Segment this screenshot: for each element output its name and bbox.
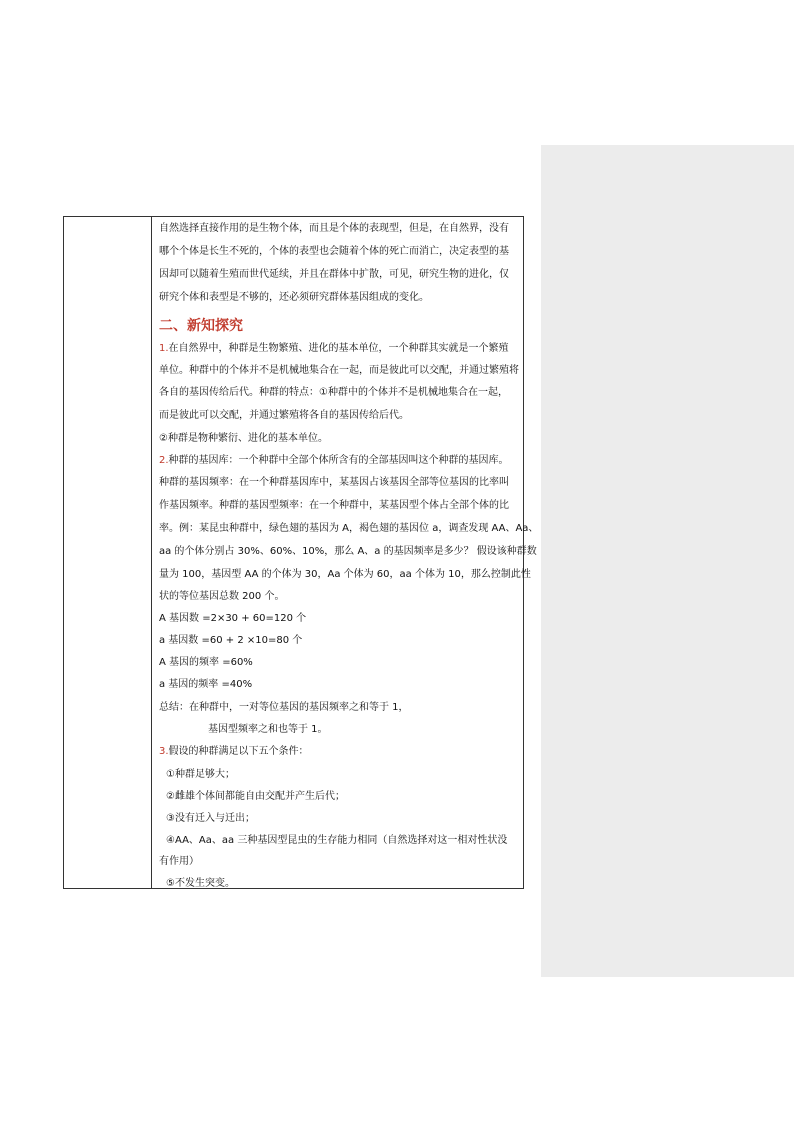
item3-line (159, 745, 309, 759)
item1-line: 单位。种群中的个体并不是机械地集合在一起，而是彼此可以交配，并通过繁殖将 (159, 365, 519, 376)
summary-line: 总结：在种群中，一对等位基因的基因频率之和等于 1， (159, 702, 409, 713)
intro-line: 研究个体和表型是不够的，还必须研究群体基因组成的变化。 (159, 292, 429, 303)
intro-line: 哪个个体是长生不死的，个体的表型也会随着个体的死亡而消亡，决定表型的基 (159, 246, 509, 257)
item2-line: 率。例：某昆虫种群中，绿色翅的基因为 A，褐色翅的基因位 a，调查发现 AA、Aa、 (159, 523, 539, 534)
comment-pane (541, 145, 794, 977)
summary-line: 基因型频率之和也等于 1。 (208, 724, 328, 735)
item2-number: 2. (159, 455, 169, 466)
item2-line: 种群的基因频率：在一个种群基因库中，某基因占该基因全部等位基因的比率叫 (159, 477, 509, 488)
item3-number: 3. (159, 746, 169, 757)
condition-line: ④AA、Aa、aa 三种基因型昆虫的生存能力相同（自然选择对这一相对性状没 (166, 835, 508, 846)
condition-line: ③没有迁入与迁出； (166, 813, 255, 824)
condition-line: ②雌雄个体间都能自由交配并产生后代； (166, 791, 345, 802)
content-table-cell (152, 217, 539, 889)
calc-line: a 基因的频率 =40% (159, 679, 253, 690)
item1-number: 1. (159, 343, 169, 354)
item1-line (159, 342, 509, 356)
item1-text: 在自然界中，种群是生物繁殖、进化的基本单位，一个种群其实就是一个繁殖 (168, 343, 509, 354)
item1-line: 各自的基因传给后代。种群的特点：①种群中的个体并不是机械地集合在一起， (159, 387, 508, 398)
condition-line: ⑤不发生突变。 (166, 878, 235, 889)
intro-line: 因却可以随着生殖而世代延续，并且在群体中扩散，可见，研究生物的进化，仅 (159, 269, 509, 280)
calc-line: A 基因的频率 =60% (159, 657, 253, 668)
document-table (63, 216, 539, 889)
item2-line: aa 的个体分别占 30%、60%、10%，那么 A、a 的基因频率是多少？ 假设该种群数 (159, 546, 537, 557)
item2-line (159, 454, 509, 468)
left-table-cell (64, 217, 152, 888)
item2-line: 状的等位基因总数 200 个。 (159, 591, 285, 602)
item1-line: ②种群是物种繁衍、进化的基本单位。 (159, 433, 328, 444)
item2-line: 量为 100，基因型 AA 的个体为 30，Aa 个体为 60，aa 个体为 10，那么控制此性 (159, 569, 531, 580)
calc-line: a 基因数 =60 + 2 ×10=80 个 (159, 635, 303, 646)
section-heading: 二、新知探究 (159, 318, 243, 334)
calc-line: A 基因数 =2×30 + 60=120 个 (159, 613, 307, 624)
item2-line: 作基因频率。种群的基因型频率：在一个种群中，某基因型个体占全部个体的比 (159, 500, 509, 511)
item2-text: 种群的基因库：一个种群中全部个体所含有的全部基因叫这个种群的基因库。 (168, 455, 509, 466)
item3-text: 假设的种群满足以下五个条件： (168, 746, 309, 757)
condition-line: ①种群足够大； (166, 769, 235, 780)
item1-line: 而是彼此可以交配，并通过繁殖将各自的基因传给后代。 (159, 410, 409, 421)
intro-line: 自然选择直接作用的是生物个体，而且是个体的表现型，但是，在自然界，没有 (159, 223, 509, 234)
condition-line: 有作用） (159, 856, 199, 867)
